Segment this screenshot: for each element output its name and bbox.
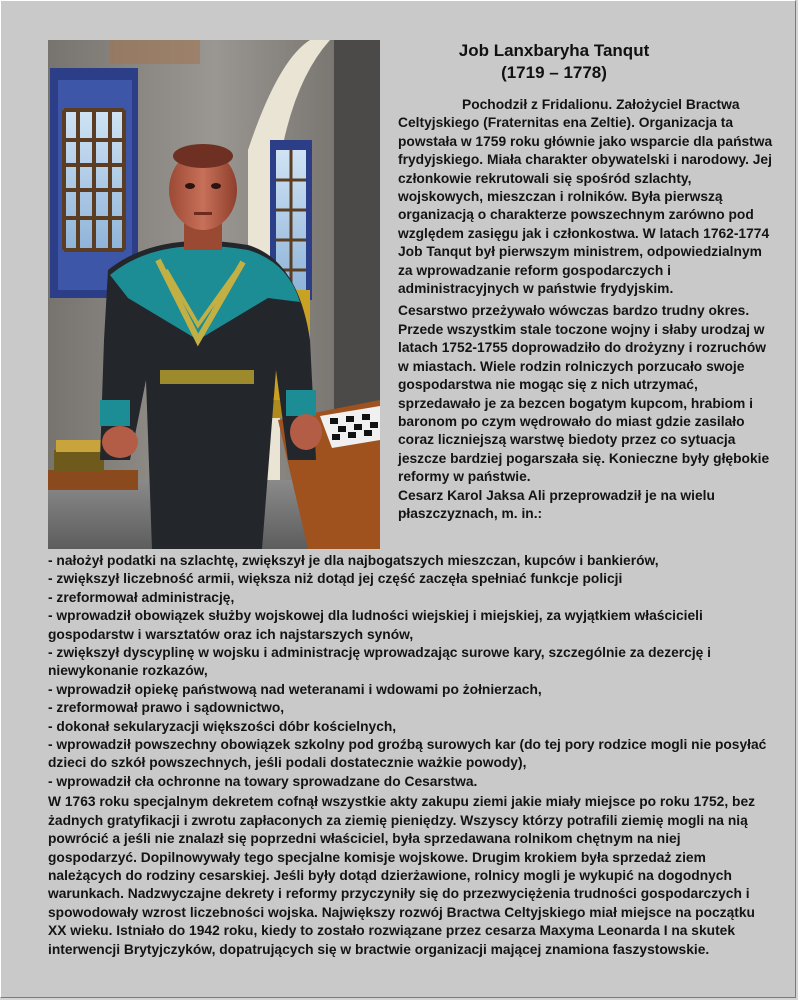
list-item: - wprowadził powszechny obowiązek szkolny pod groźbą surowych kar (do tej pory rodzice mogli nie posyłać dzieci do szkół powszechnych, jeśli podali dostatecznie ważkie powody), xyxy=(48,737,767,771)
list-item: - nałożył podatki na szlachtę, zwiększył je dla najbogatszych mieszczan, kupców i bankierów, xyxy=(48,553,659,568)
life-dates: (1719 – 1778) xyxy=(501,63,607,82)
paragraph-crisis: Cesarstwo przeżywało wówczas bardzo trudny okres. Przede wszystkim stale toczone wojny i słaby urodzaj w latach 1752-1755 doprowadziło do drożyzny i rozruchów w miastach. Wiele rodzin rolniczych porzucało swoje gospodarstwa nie mogąc się z nich utrzymać, sprzedawało je za bezcen bogatym kupcom, hrabiom i baronom po czym wędrowało do miast gdzie zasilało coraz liczniejszą warstwę biedoty przez co sytuacja jeszcze bardziej pogarszała się. Konieczne były głębokie reformy w państwie. xyxy=(398,303,770,485)
portrait-image xyxy=(48,40,380,549)
intro-column xyxy=(398,96,780,523)
list-item: - zreformował administrację, xyxy=(48,589,235,605)
list-item: - zwiększył liczebność armii, większa niż dotąd jej część zaczęła spełniać funkcje policji xyxy=(48,571,623,587)
list-item: - dokonał sekularyzacji większości dóbr kościelnych, xyxy=(48,718,397,734)
paragraph-land-decree: W 1763 roku specjalnym dekretem cofnął wszystkie akty zakupu ziemi jakie miały miejsce po roku 1752, bez żadnych gratyfikacji i zwrotu zapłaconych za ziemię pieniędzy. Wszyscy którzy potrafili ziemię mogli na nią powrócić a jeśli nie znalazł się poprzedni właściciel, była sprzedawana rolnikom chętnym na niej gospodarzyć. Dopilnowywały tego specjalne komisje wojskowe. Drugim krokiem była sprzedaż ziem należących do rodziny cesarskiej. Jeśli były dotąd dzierżawione, rolnicy mogli je wykupić na dogodnych warunkach. Nadzwyczajne dekrety i reformy przyczyniły się do przezwyciężenia trudności gospodarczych i spowodowały wzrost liczebności wojska. Największy rozwój Bractwa Celtyjskiego miał miejsce na początku XX wieku. Istniało do 1942 roku, kiedy to zostało rozwiązane przez cesarza Maxyma Leonarda I na skutek interwencji Brytyjczyków, dopatrujących się w bractwie organizacji mającej znamiona faszystowskie. xyxy=(48,794,756,957)
list-item: - wprowadził opiekę państwową nad weteranami i wdowami po żołnierzach, xyxy=(48,681,542,697)
paragraph-origin: Pochodził z Fridalionu. Założyciel Bractwa Celtyjskiego (Fraternitas ena Zeltie). Organizacja ta powstała w 1759 roku głównie jako wsparcie dla państwa frydyjskiego. Miała charakter obywatelski i narodowy. Jej członkowie rekrutowali się spośród szlachty, wojskowych, mieszczan i rolników. Była pierwszą organizacją o charakterze powszechnym zarówno pod względem zasięgu jak i członkostwa. W latach 1762-1774 Job Tanqut był pierwszym ministrem, odpowiedzialnym za wprowadzanie reform gospodarczych i administracyjnych w państwie frydyjskim. xyxy=(398,97,773,297)
list-item: - zwiększył dyscyplinę w wojsku i administrację wprowadzając surowe kary, szczególnie za dezercję i niewykonanie rozkazów, xyxy=(48,645,712,679)
person-name: Job Lanxbaryha Tanqut xyxy=(458,41,650,60)
list-item: - zreformował prawo i sądownictwo, xyxy=(48,700,285,716)
list-item: - wprowadził cła ochronne na towary sprowadzane do Cesarstwa. xyxy=(48,773,478,789)
page-title xyxy=(388,40,720,84)
reforms-list xyxy=(48,552,772,791)
reforms-section xyxy=(48,552,772,959)
paragraph-reforms-intro: Cesarz Karol Jaksa Ali przeprowadził je na wielu płaszczyznach, m. in.: xyxy=(398,487,715,521)
list-item: - wprowadził obowiązek służby wojskowej dla ludności wiejskiej i miejskiej, za wyjątkiem właścicieli gospodarstw i warsztatów oraz ich najstarszych synów, xyxy=(48,608,703,642)
